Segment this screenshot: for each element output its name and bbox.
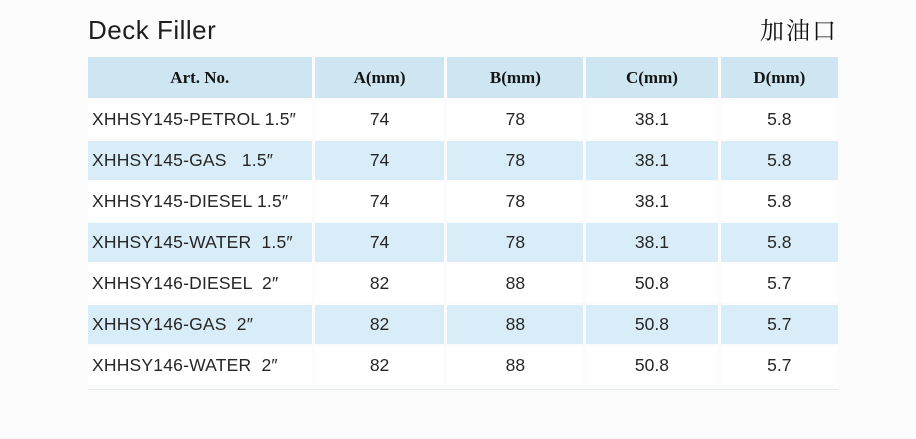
table-row xyxy=(88,141,838,180)
table-cell-c: 38.1 xyxy=(586,223,717,262)
table-cell-d: 5.8 xyxy=(721,182,838,221)
table-cell-c: 50.8 xyxy=(586,346,717,385)
table-cell-b: 88 xyxy=(447,305,583,344)
table-cell-a: 82 xyxy=(315,305,445,344)
table-cell-a: 74 xyxy=(315,182,445,221)
table-row xyxy=(88,264,838,303)
spec-table xyxy=(85,55,841,387)
table-cell-art-no: XHHSY145-WATER 1.5″ xyxy=(88,223,312,262)
table-cell-art-no: XHHSY145-GAS 1.5″ xyxy=(88,141,312,180)
table-cell-c: 50.8 xyxy=(586,305,717,344)
table-header-row xyxy=(88,57,838,98)
table-cell-b: 78 xyxy=(447,182,583,221)
product-table-section xyxy=(88,0,838,390)
column-header-c-mm: C(mm) xyxy=(586,57,717,98)
table-bottom-edge xyxy=(88,389,838,390)
table-row xyxy=(88,100,838,139)
table-cell-art-no: XHHSY146-GAS 2″ xyxy=(88,305,312,344)
title-bar xyxy=(88,0,838,55)
table-cell-a: 74 xyxy=(315,141,445,180)
table-cell-a: 82 xyxy=(315,264,445,303)
table-cell-a: 74 xyxy=(315,223,445,262)
table-cell-c: 38.1 xyxy=(586,100,717,139)
table-cell-b: 78 xyxy=(447,141,583,180)
table-cell-c: 50.8 xyxy=(586,264,717,303)
table-row xyxy=(88,305,838,344)
table-cell-d: 5.7 xyxy=(721,305,838,344)
page-title-chinese: 加油口 xyxy=(760,18,838,45)
table-cell-a: 82 xyxy=(315,346,445,385)
column-header-a-mm: A(mm) xyxy=(315,57,445,98)
table-cell-art-no: XHHSY146-WATER 2″ xyxy=(88,346,312,385)
table-cell-b: 78 xyxy=(447,223,583,262)
table-cell-a: 74 xyxy=(315,100,445,139)
table-cell-d: 5.7 xyxy=(721,264,838,303)
table-cell-b: 88 xyxy=(447,346,583,385)
column-header-b-mm: B(mm) xyxy=(447,57,583,98)
table-cell-d: 5.8 xyxy=(721,141,838,180)
table-row xyxy=(88,346,838,385)
table-cell-b: 78 xyxy=(447,100,583,139)
table-cell-art-no: XHHSY145-PETROL 1.5″ xyxy=(88,100,312,139)
table-row xyxy=(88,182,838,221)
table-cell-d: 5.8 xyxy=(721,223,838,262)
column-header-art-no: Art. No. xyxy=(88,57,312,98)
table-cell-d: 5.7 xyxy=(721,346,838,385)
table-cell-c: 38.1 xyxy=(586,141,717,180)
table-cell-art-no: XHHSY145-DIESEL 1.5″ xyxy=(88,182,312,221)
table-cell-art-no: XHHSY146-DIESEL 2″ xyxy=(88,264,312,303)
table-cell-d: 5.8 xyxy=(721,100,838,139)
page-title: Deck Filler xyxy=(88,15,217,45)
table-row xyxy=(88,223,838,262)
table-cell-b: 88 xyxy=(447,264,583,303)
table-cell-c: 38.1 xyxy=(586,182,717,221)
column-header-d-mm: D(mm) xyxy=(721,57,838,98)
